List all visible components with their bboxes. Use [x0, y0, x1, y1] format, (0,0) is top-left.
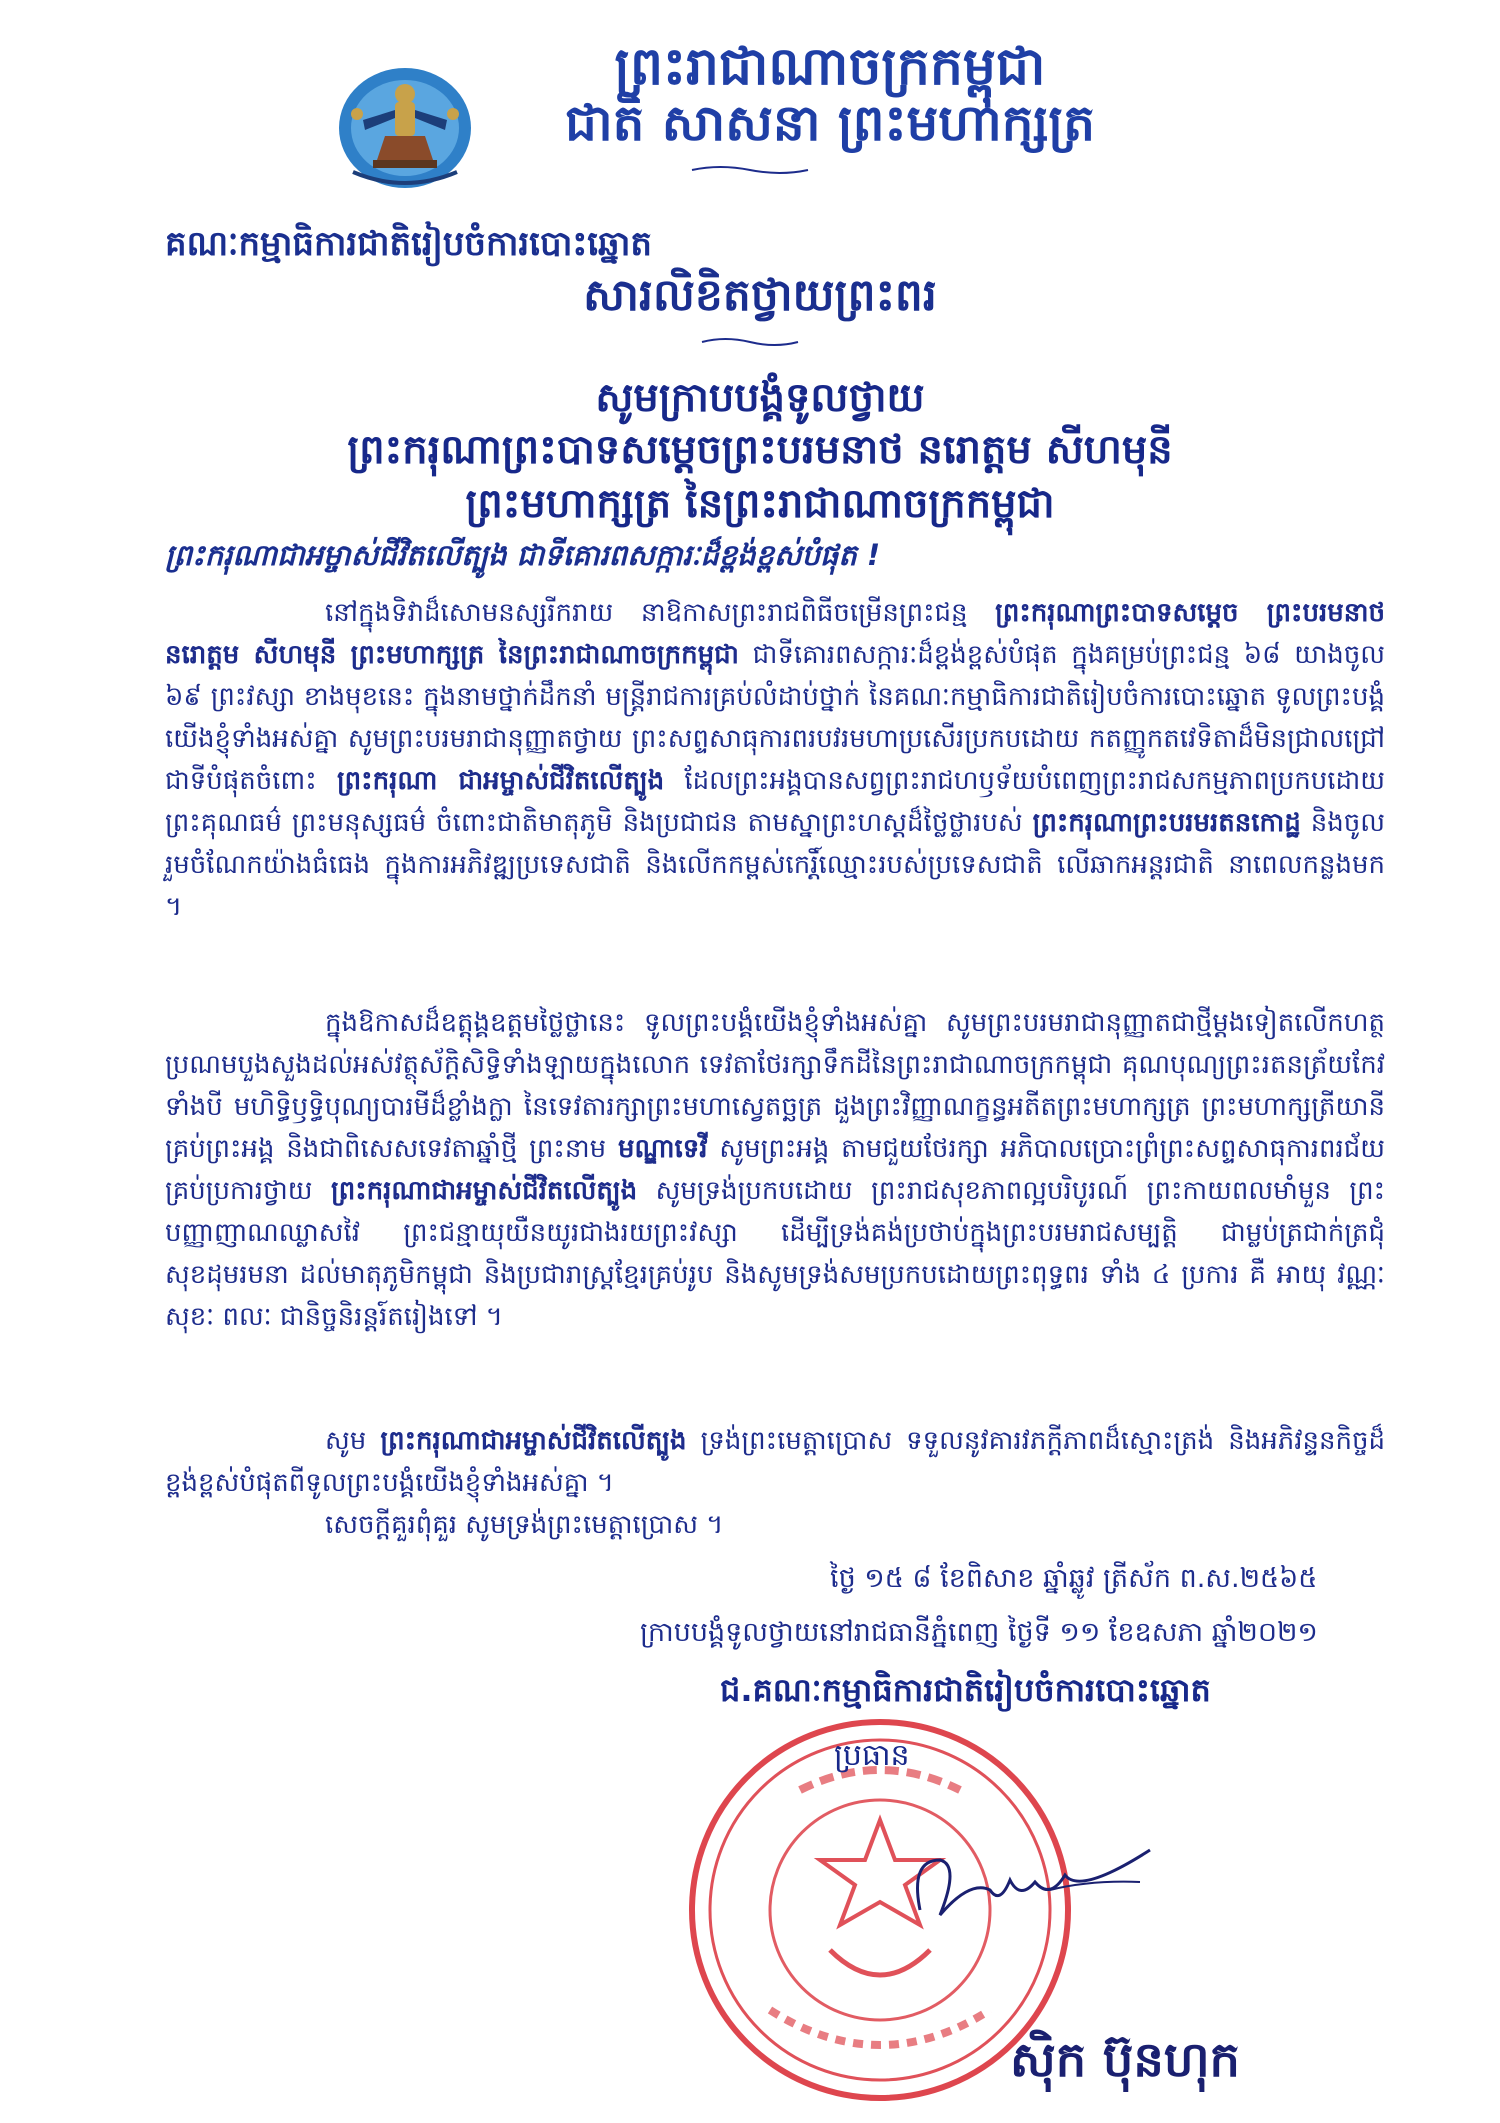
p1-text-d: ព្រះករុណា ជាអម្ចាស់ជីវិតលើត្បូង — [336, 766, 665, 796]
signer-title: ប្រធាន — [834, 1738, 910, 1773]
p2-text-c: សូមព្រះអង្គ តាមជួយថែរក្សា អភិបាលប្រោះព្រំព្រះសព្ទសាធុការពរជ័យគ្រប់ប្រការថ្វាយ — [165, 1134, 1385, 1206]
paragraph-3 — [165, 1420, 1385, 1504]
handwritten-signature-icon — [900, 1820, 1160, 1950]
p1-text-b: ព្រះករុណាព្រះបាទសម្តេច ព្រះបរមនាថ នរោត្តម សីហមុនី ព្រះមហាក្សត្រ នៃព្រះរាជាណាចក្រកម្ពុជា — [165, 598, 1385, 670]
paragraph-1 — [165, 592, 1385, 928]
p2-text-b: មណ្ឌាទេវី — [617, 1134, 708, 1164]
lunar-date: ថ្ងៃ ១៥ ៨ ខែពិសាខ ឆ្នាំឆ្លូវ ត្រីស័ក ព.ស.២៥៦៥ — [830, 1563, 1318, 1594]
divider-flourish-icon — [700, 332, 800, 352]
p1-text-a: នៅក្នុងទិវាដ៏សោមនស្សរីករាយ នាឱកាសព្រះរាជពិធីចម្រើនព្រះជន្ម — [325, 598, 968, 628]
p1-text-g: និងចូលរួមចំណែកយ៉ាងធំធេង ក្នុងការអភិវឌ្ឍប្រទេសជាតិ និងលើកកម្ពស់កេរ្តិ៍ឈ្មោះរបស់ប្រទេសជាតិ លើឆាកអន្តរជាតិ នាពេលកន្លងមក ។ — [165, 808, 1386, 922]
salutation: ព្រះករុណាជាអម្ចាស់ជីវិតលើត្បូង ជាទីគោរពសក្ការៈដ៏ខ្ពង់ខ្ពស់បំផុត ! — [165, 538, 881, 572]
p2-text-a: ក្នុងឱកាសដ៏ឧត្តុង្គឧត្តមថ្លៃថ្លានេះ ទូលព្រះបង្គំយើងខ្ញុំទាំងអស់គ្នា សូមព្រះបរមរាជានុញ្ញាតជាថ្មីម្តងទៀតលើកហត្ថប្រណមបួងសួងដល់អស់វត្ថុស័ក្តិសិទ្ធិទាំងឡាយក្នុងលោក ទេវតាថែរក្សាទឹកដីនៃព្រះរាជាណាចក្រកម្ពុជា គុណបុណ្យព្រះរតនត្រ័យកែវទាំងបី មហិទ្ធិឫទ្ធិបុណ្យបារមីដ៏ខ្លាំងក្លា នៃទេវតារក្សាព្រះមហាស្វេតច្ឆត្រ ដួងព្រះវិញ្ញាណក្ខន្ធអតីតព្រះមហាក្សត្រ ព្រះមហាក្សត្រីយានីគ្រប់ព្រះអង្គ និងជាពិសេសទេវតាឆ្នាំថ្មី ព្រះនាម — [165, 1008, 1385, 1164]
signer-name: ស៊ិក ប៊ុនហុក — [1010, 2032, 1240, 2088]
divider-flourish-icon — [690, 160, 810, 180]
p4-text: សេចក្តីគួរពុំគួរ សូមទ្រង់ព្រះមេត្តាប្រោស ។ — [325, 1510, 724, 1540]
p2-text-e: សូមទ្រង់ប្រកបដោយ ព្រះរាជសុខភាពល្អបរិបូរណ៍ ព្រះកាយពលមាំមួន ព្រះបញ្ញាញាណឈ្លាសវៃ ព្រះជន្មាយុយឺនយូរជាងរយព្រះវស្សា ដើម្បីទ្រង់គង់ប្រថាប់ក្នុងព្រះបរមរាជសម្បត្តិ ជាម្លប់ត្រជាក់ត្រជុំ សុខដុមរមនា ដល់មាតុភូមិកម្ពុជា និងប្រជារាស្ត្រខ្មែរគ្រប់រូប និងសូមទ្រង់សមប្រកបដោយព្រះពុទ្ធពរ ទាំង ៤ ប្រការ គឺ អាយុ វណ្ណៈ សុខៈ ពលៈ ជានិច្ចនិរន្តរ៍តរៀងទៅ ។ — [165, 1176, 1386, 1332]
p3-text-b: ព្រះករុណាជាអម្ចាស់ជីវិតលើត្បូង — [380, 1426, 687, 1456]
p1-text-e: ដែលព្រះអង្គបានសព្វព្រះរាជហឫទ័យបំពេញព្រះរាជសកម្មភាពប្រកបដោយ ព្រះគុណធម៌ ព្រះមនុស្សធម៌ ចំពោះជាតិមាតុភូមិ និងប្រជាជន តាមស្នាព្រះហស្តដ៏ថ្លៃថ្លារបស់ — [165, 766, 1386, 838]
kingdom-line-1: ព្រះរាជាណាចក្រកម្ពុជា — [614, 37, 1046, 97]
paragraph-4 — [165, 1504, 1385, 1546]
organization-name: គណៈកម្មាធិការជាតិរៀបចំការបោះឆ្នោត — [165, 224, 653, 264]
addressee-line-3: ព្រះមហាក្សត្រ នៃព្រះរាជាណាចក្រកម្ពុជា — [465, 481, 1055, 527]
p1-text-f: ព្រះករុណាព្រះបរមរតនកោដ្ឋ — [1032, 808, 1301, 838]
addressee-line-2: ព្រះករុណាព្រះបាទសម្តេចព្រះបរមនាថ នរោត្តម សីហមុនី — [347, 427, 1173, 473]
signing-organization: ជ.គណៈកម្មាធិការជាតិរៀបចំការបោះឆ្នោត — [720, 1671, 1211, 1709]
paragraph-2 — [165, 1002, 1385, 1338]
p1-text-c: ជាទីគោរពសក្ការៈដ៏ខ្ពង់ខ្ពស់បំផុត ក្នុងគម្រប់ព្រះជន្ម ៦៨ យាងចូល ៦៩ ព្រះវស្សា ខាងមុខនេះ ក្នុងនាមថ្នាក់ដឹកនាំ មន្ត្រីរាជការគ្រប់លំដាប់ថ្នាក់ នៃគណៈកម្មាធិការជាតិរៀបចំការបោះឆ្នោត ទូលព្រះបង្គំយើងខ្ញុំទាំងអស់គ្នា សូមព្រះបរមរាជានុញ្ញាតថ្វាយ ព្រះសព្ទសាធុការពរបវរមហាប្រសើរប្រកបដោយ កតញ្ញូកតវេទិតាដ៏មិនជ្រាលជ្រៅជាទីបំផុតចំពោះ — [165, 640, 1385, 796]
kingdom-line-2: ជាតិ សាសនា ព្រះមហាក្សត្រ — [565, 94, 1095, 152]
p2-text-d: ព្រះករុណាជាអម្ចាស់ជីវិតលើត្បូង — [330, 1176, 638, 1206]
addressee-line-1: សូមក្រាបបង្គំទូលថ្វាយ — [595, 375, 925, 421]
p3-text-a: សូម — [325, 1426, 367, 1456]
p3-text-c: ទ្រង់ព្រះមេត្តាប្រោស ទទួលនូវគារវភក្តីភាពដ៏ស្មោះត្រង់ និងអភិវន្ទនកិច្ចដ៏ខ្ពង់ខ្ពស់បំផុតពីទូលព្រះបង្គំយើងខ្ញុំទាំងអស់គ្នា ។ — [165, 1426, 1386, 1498]
document-title: សារលិខិតថ្វាយព្រះពរ — [583, 270, 937, 321]
place-and-date: ក្រាបបង្គំទូលថ្វាយនៅរាជធានីភ្នំពេញ ថ្ងៃទី ១១ ខែឧសភា ឆ្នាំ២០២១ — [640, 1617, 1318, 1648]
